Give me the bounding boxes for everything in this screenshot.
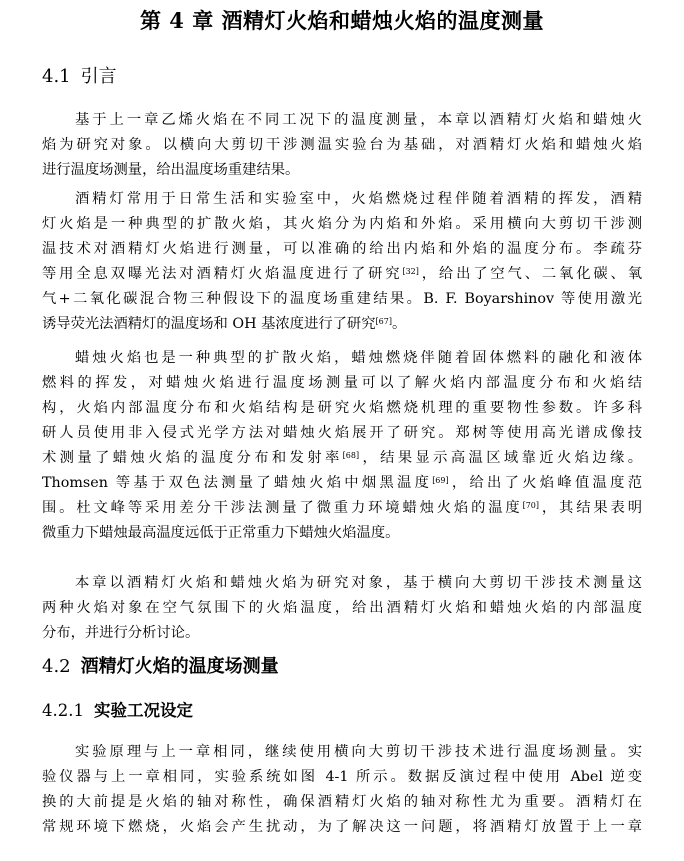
text-line: 焰为研究对象。以横向大剪切干涉测温实验台为基础，对酒精灯火焰和蜡烛火焰 — [42, 137, 642, 153]
text-segment: ，给出了空气、二氧化碳、氧 — [418, 266, 642, 282]
paragraph-intro-3 — [42, 346, 642, 546]
text-segment: 。 — [391, 316, 407, 332]
section-title: 酒精灯火焰的温度场测量 — [80, 656, 279, 677]
text-segment: ，其结果表明 — [539, 500, 642, 516]
subsection-heading-4-2-1 — [42, 699, 193, 723]
text-line: 酒精灯常用于日常生活和实验室中，火焰燃烧过程伴随着酒精的挥发，酒精 — [75, 191, 642, 207]
text-line: 温技术对酒精灯火焰进行测量，可以准确的给出内焰和外焰的温度分布。李疏芬 — [42, 241, 642, 257]
text-line: 研人员使用非入侵式光学方法对蜡烛火焰展开了研究。郑树等使用高光谱成像技 — [42, 425, 642, 441]
text-line: 微重力下蜡烛最高温度远低于正常重力下蜡烛火焰温度。 — [42, 525, 400, 541]
citation: [32] — [402, 267, 419, 276]
subsection-title: 实验工况设定 — [93, 701, 193, 720]
text-segment: ，给出了火焰峰值温度范 — [448, 475, 642, 491]
text-segment: 等用全息双曝光法对酒精灯火焰温度进行了研究 — [42, 266, 403, 282]
text-line: 验仪器与上一章相同，实验系统如图 4-1 所示。数据反演过程中使用 Abel 逆变 — [42, 769, 642, 785]
text-segment: 围。杜文峰等采用差分干涉法测量了微重力环境蜡烛火焰的温度 — [42, 500, 523, 516]
text-line: 实验原理与上一章相同，继续使用横向大剪切干涉技术进行温度场测量。实 — [75, 744, 642, 760]
text-line: 换的大前提是火焰的轴对称性，确保酒精灯火焰的轴对称性尤为重要。酒精灯在 — [42, 794, 642, 810]
text-line: 两种火焰对象在空气氛围下的火焰温度，给出酒精灯火焰和蜡烛火焰的内部温度 — [42, 600, 642, 616]
subsection-number: 4.2.1 — [42, 701, 84, 720]
text-line — [42, 496, 642, 521]
text-line: 本章以酒精灯火焰和蜡烛火焰为研究对象，基于横向大剪切干涉技术测量这 — [75, 575, 642, 591]
text-line — [42, 312, 642, 337]
text-line: 灯火焰是一种典型的扩散火焰，其火焰分为内焰和外焰。采用横向大剪切干涉测 — [42, 216, 642, 232]
text-line: 气+二氧化碳混合物三种假设下的温度场重建结果。B. F. Boyarshinov 等使用激光 — [42, 291, 642, 307]
section-number: 4.1 — [42, 66, 71, 87]
text-line: 构，火焰内部温度分布和火焰结构是研究火焰燃烧机理的重要物性参数。许多科 — [42, 400, 642, 416]
citation: [68] — [342, 451, 360, 460]
paragraph-intro-1 — [42, 108, 642, 183]
text-line — [42, 446, 642, 471]
chapter-title: 第 4 章 酒精灯火焰和蜡烛火焰的温度测量 — [139, 8, 545, 33]
text-line: 蜡烛火焰也是一种典型的扩散火焰，蜡烛燃烧伴随着固体燃料的融化和液体 — [75, 350, 642, 366]
paragraph-intro-2 — [42, 187, 642, 337]
text-segment: Thomsen 等基于双色法测量了蜡烛火焰中烟黑温度 — [42, 475, 433, 491]
text-line: 分布，并进行分析讨论。 — [42, 625, 200, 641]
text-segment: ，结果显示高温区域靠近火焰边缘。 — [359, 450, 642, 466]
citation: [67] — [375, 317, 392, 326]
text-line: 常规环境下燃烧，火焰会产生扰动，为了解决这一问题，将酒精灯放置于上一章 — [42, 819, 642, 835]
text-segment: 术测量了蜡烛火焰的温度分布和发射率 — [42, 450, 343, 466]
text-line: 基于上一章乙烯火焰在不同工况下的温度测量，本章以酒精灯火焰和蜡烛火 — [75, 112, 642, 128]
text-line: 燃料的挥发，对蜡烛火焰进行温度场测量可以了解火焰内部温度分布和火焰结 — [42, 375, 642, 391]
text-line — [42, 471, 642, 496]
paragraph-4-2-1 — [42, 740, 642, 840]
text-segment: 诱导荧光法酒精灯的温度场和 OH 基浓度进行了研究 — [42, 316, 376, 332]
citation: [69] — [432, 476, 449, 485]
section-heading-4-2 — [42, 654, 279, 680]
text-line — [42, 262, 642, 287]
section-title: 引言 — [80, 66, 117, 87]
section-number: 4.2 — [42, 656, 71, 677]
paragraph-intro-4 — [42, 571, 642, 646]
citation: [70] — [522, 501, 540, 510]
section-heading-4-1 — [42, 64, 117, 90]
text-line: 进行温度场测量，给出温度场重建结果。 — [42, 162, 300, 178]
